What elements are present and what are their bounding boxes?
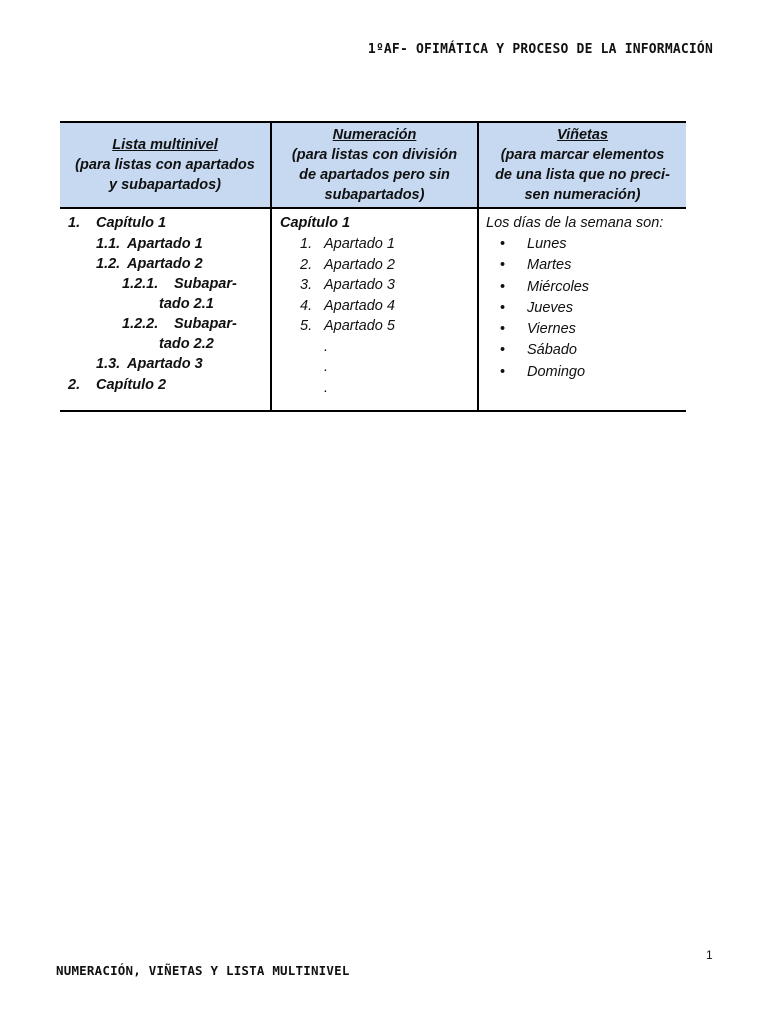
- item-number: 3.: [300, 277, 313, 293]
- list-item: [272, 296, 477, 317]
- item-number: 1.3.: [96, 356, 121, 372]
- multilevel-list-cell: [60, 208, 271, 411]
- bullet-icon: •: [500, 257, 506, 274]
- list-item: [60, 213, 270, 234]
- list-item: [272, 234, 477, 255]
- item-text: Apartado 5: [324, 318, 395, 334]
- column-subtitle-line: sen numeración): [524, 187, 641, 203]
- item-text: Apartado 1: [127, 236, 203, 252]
- item-text: Apartado 2: [127, 256, 203, 272]
- column-subtitle-line: y subapartados): [109, 177, 221, 193]
- item-number: 4.: [300, 297, 313, 314]
- continuation-dot: .: [324, 359, 329, 375]
- list-item: [60, 314, 270, 334]
- item-text: Martes: [527, 257, 572, 274]
- list-item: [479, 340, 686, 361]
- item-number: 1.: [300, 236, 313, 252]
- item-text: tado 2.1: [159, 296, 214, 312]
- comparison-table: [60, 121, 686, 412]
- list-item: [60, 334, 270, 354]
- bullet-icon: •: [500, 363, 506, 380]
- item-text: Apartado 3: [127, 356, 203, 372]
- bullet-icon: •: [500, 236, 506, 252]
- bullet-icon: •: [500, 278, 506, 295]
- column-subtitle-line: subapartados): [324, 187, 425, 203]
- column-subtitle-line: (para listas con división: [291, 147, 458, 163]
- column-header-numbering: [271, 122, 478, 208]
- continuation-dot: .: [324, 379, 329, 396]
- item-text: Capítulo 2: [96, 377, 167, 393]
- item-text: Apartado 1: [324, 236, 395, 252]
- item-number: 1.2.: [96, 256, 121, 272]
- item-number: 1.1.: [96, 236, 121, 252]
- item-text: Jueves: [527, 299, 573, 316]
- list-item: [479, 362, 686, 383]
- item-text: Capítulo 1: [96, 215, 167, 231]
- item-number: 1.2.2.: [122, 316, 159, 332]
- item-text: Viernes: [527, 321, 576, 338]
- item-text: Sábado: [527, 342, 577, 359]
- numbering-list-cell: [271, 208, 478, 411]
- continuation-dot: .: [324, 338, 329, 355]
- bullet-icon: •: [500, 299, 506, 316]
- list-item: [272, 275, 477, 296]
- bullet-icon: •: [500, 342, 506, 359]
- page-footer: NUMERACIÓN, VIÑETAS Y LISTA MULTINIVEL: [56, 963, 350, 978]
- column-subtitle-line: (para marcar elementos: [500, 147, 665, 163]
- column-subtitle-line: (para listas con apartados: [75, 157, 255, 173]
- column-title: Numeración: [332, 127, 417, 143]
- column-header-multilevel: [60, 122, 271, 208]
- column-title: Viñetas: [556, 127, 609, 143]
- list-item: [60, 274, 270, 294]
- list-item: [60, 354, 270, 375]
- table-header-row: [60, 122, 686, 208]
- item-number: 2.: [68, 377, 81, 393]
- item-number: 1.: [68, 215, 81, 231]
- list-item: [60, 375, 270, 396]
- item-text: Apartado 2: [324, 256, 395, 273]
- item-number: 1.2.1.: [122, 276, 159, 292]
- item-text: Domingo: [527, 363, 586, 380]
- list-item: [272, 255, 477, 276]
- bullet-icon: •: [500, 321, 506, 338]
- item-text: Subapar-: [174, 276, 237, 292]
- numbering-heading: Capítulo 1: [280, 215, 351, 231]
- column-title: Lista multinivel: [112, 137, 218, 153]
- list-item: [479, 234, 686, 255]
- bullet-list-cell: [478, 208, 686, 411]
- column-subtitle-line: de apartados pero sin: [299, 167, 450, 183]
- item-text: Apartado 3: [324, 277, 395, 293]
- list-item: [60, 254, 270, 274]
- table-body-row: [60, 208, 686, 411]
- bullet-list-intro: Los días de la semana son:: [486, 215, 664, 231]
- page-number: 1: [706, 948, 713, 962]
- item-text: Apartado 4: [324, 297, 395, 314]
- list-item: [479, 298, 686, 319]
- list-item: [272, 316, 477, 337]
- list-item: [479, 255, 686, 276]
- item-text: Subapar-: [174, 316, 237, 332]
- list-item: [479, 277, 686, 298]
- column-subtitle-line: de una lista que no preci-: [495, 167, 670, 183]
- item-text: Lunes: [527, 236, 567, 252]
- item-number: 5.: [300, 318, 313, 334]
- list-item: [60, 294, 270, 314]
- list-item: [479, 319, 686, 340]
- column-header-bullets: [478, 122, 686, 208]
- item-text: tado 2.2: [159, 336, 214, 352]
- page-header: 1ºAF- OFIMÁTICA Y PROCESO DE LA INFORMACIÓN: [367, 42, 713, 57]
- list-item: [60, 234, 270, 254]
- item-number: 2.: [300, 256, 313, 273]
- item-text: Miércoles: [527, 278, 590, 295]
